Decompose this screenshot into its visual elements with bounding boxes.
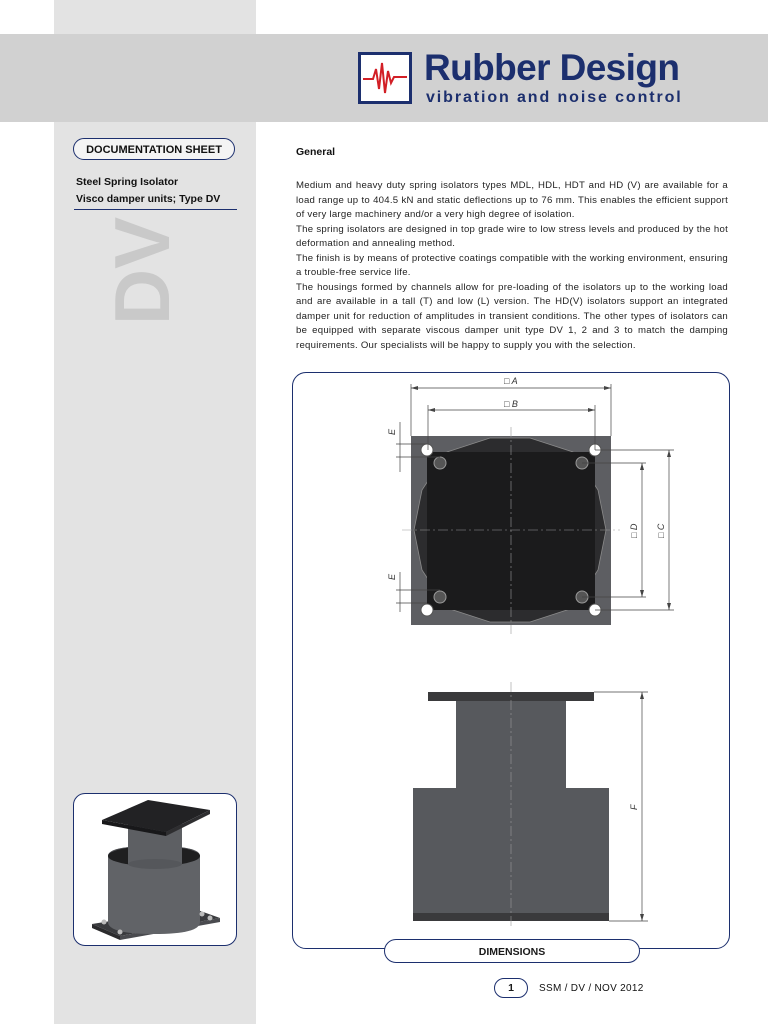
brand-name: Rubber Design: [424, 47, 680, 88]
section-heading: General: [296, 146, 336, 158]
product-line-2: Visco damper units; Type DV: [76, 193, 221, 205]
dimension-label-f: F: [629, 804, 639, 810]
sidebar-divider: [74, 209, 237, 210]
dimensions-caption: DIMENSIONS: [384, 939, 640, 963]
page-number: 1: [494, 978, 528, 998]
top-view: [402, 427, 620, 634]
mounting-hole: [421, 444, 433, 456]
logo-icon: [358, 52, 412, 104]
dimension-label-d: □ D: [629, 523, 639, 538]
dimension-label-e-top: E: [387, 428, 397, 435]
product-line-1: Steel Spring Isolator: [76, 176, 179, 188]
intro-text: [296, 179, 728, 353]
bolt-hole: [434, 457, 446, 469]
documentation-sheet-label: DOCUMENTATION SHEET: [73, 138, 235, 160]
intro-paragraph: The finish is by means of protective coatings compatible with the working environment, ensuring a trouble-free service life.: [296, 252, 728, 278]
dimensions-drawing: [292, 372, 730, 949]
product-render-image: [74, 794, 237, 946]
dimension-label-c: □ C: [656, 523, 666, 538]
bolt-hole: [434, 591, 446, 603]
mounting-hole: [421, 604, 433, 616]
product-image-frame: [73, 793, 237, 946]
dimension-label-a: □ A: [504, 376, 518, 386]
document-reference: SSM / DV / NOV 2012: [539, 983, 644, 994]
type-watermark: DV: [98, 216, 186, 326]
dimension-label-e-bottom: E: [387, 573, 397, 580]
dimension-label-b: □ B: [504, 399, 518, 409]
brand-tagline: vibration and noise control: [426, 89, 683, 106]
intro-paragraph: The spring isolators are designed in top grade wire to low stress levels and produced by the hot deformation and annealing method.: [296, 223, 728, 249]
side-view: [413, 682, 609, 928]
intro-paragraph: Medium and heavy duty spring isolators types MDL, HDL, HDT and HD (V) are available for a load range up to 404.5 kN and static deflections up to 76 mm. This enables the efficient support of very large machinery and/or a very high degree of isolation.: [296, 180, 728, 220]
intro-paragraph: The housings formed by channels allow for pre-loading of the isolators up to the working load and are available in a tall (T) and low (L) version. The HD(V) isolators support an integrated damper unit for reduction of amplitudes in transient conditions. The other types of isolators can be equipped with separate viscous damper unit type DV 1, 2 and 3 to match the damping requirements. Our specialists will be happy to supply you with the selection.: [296, 281, 728, 351]
